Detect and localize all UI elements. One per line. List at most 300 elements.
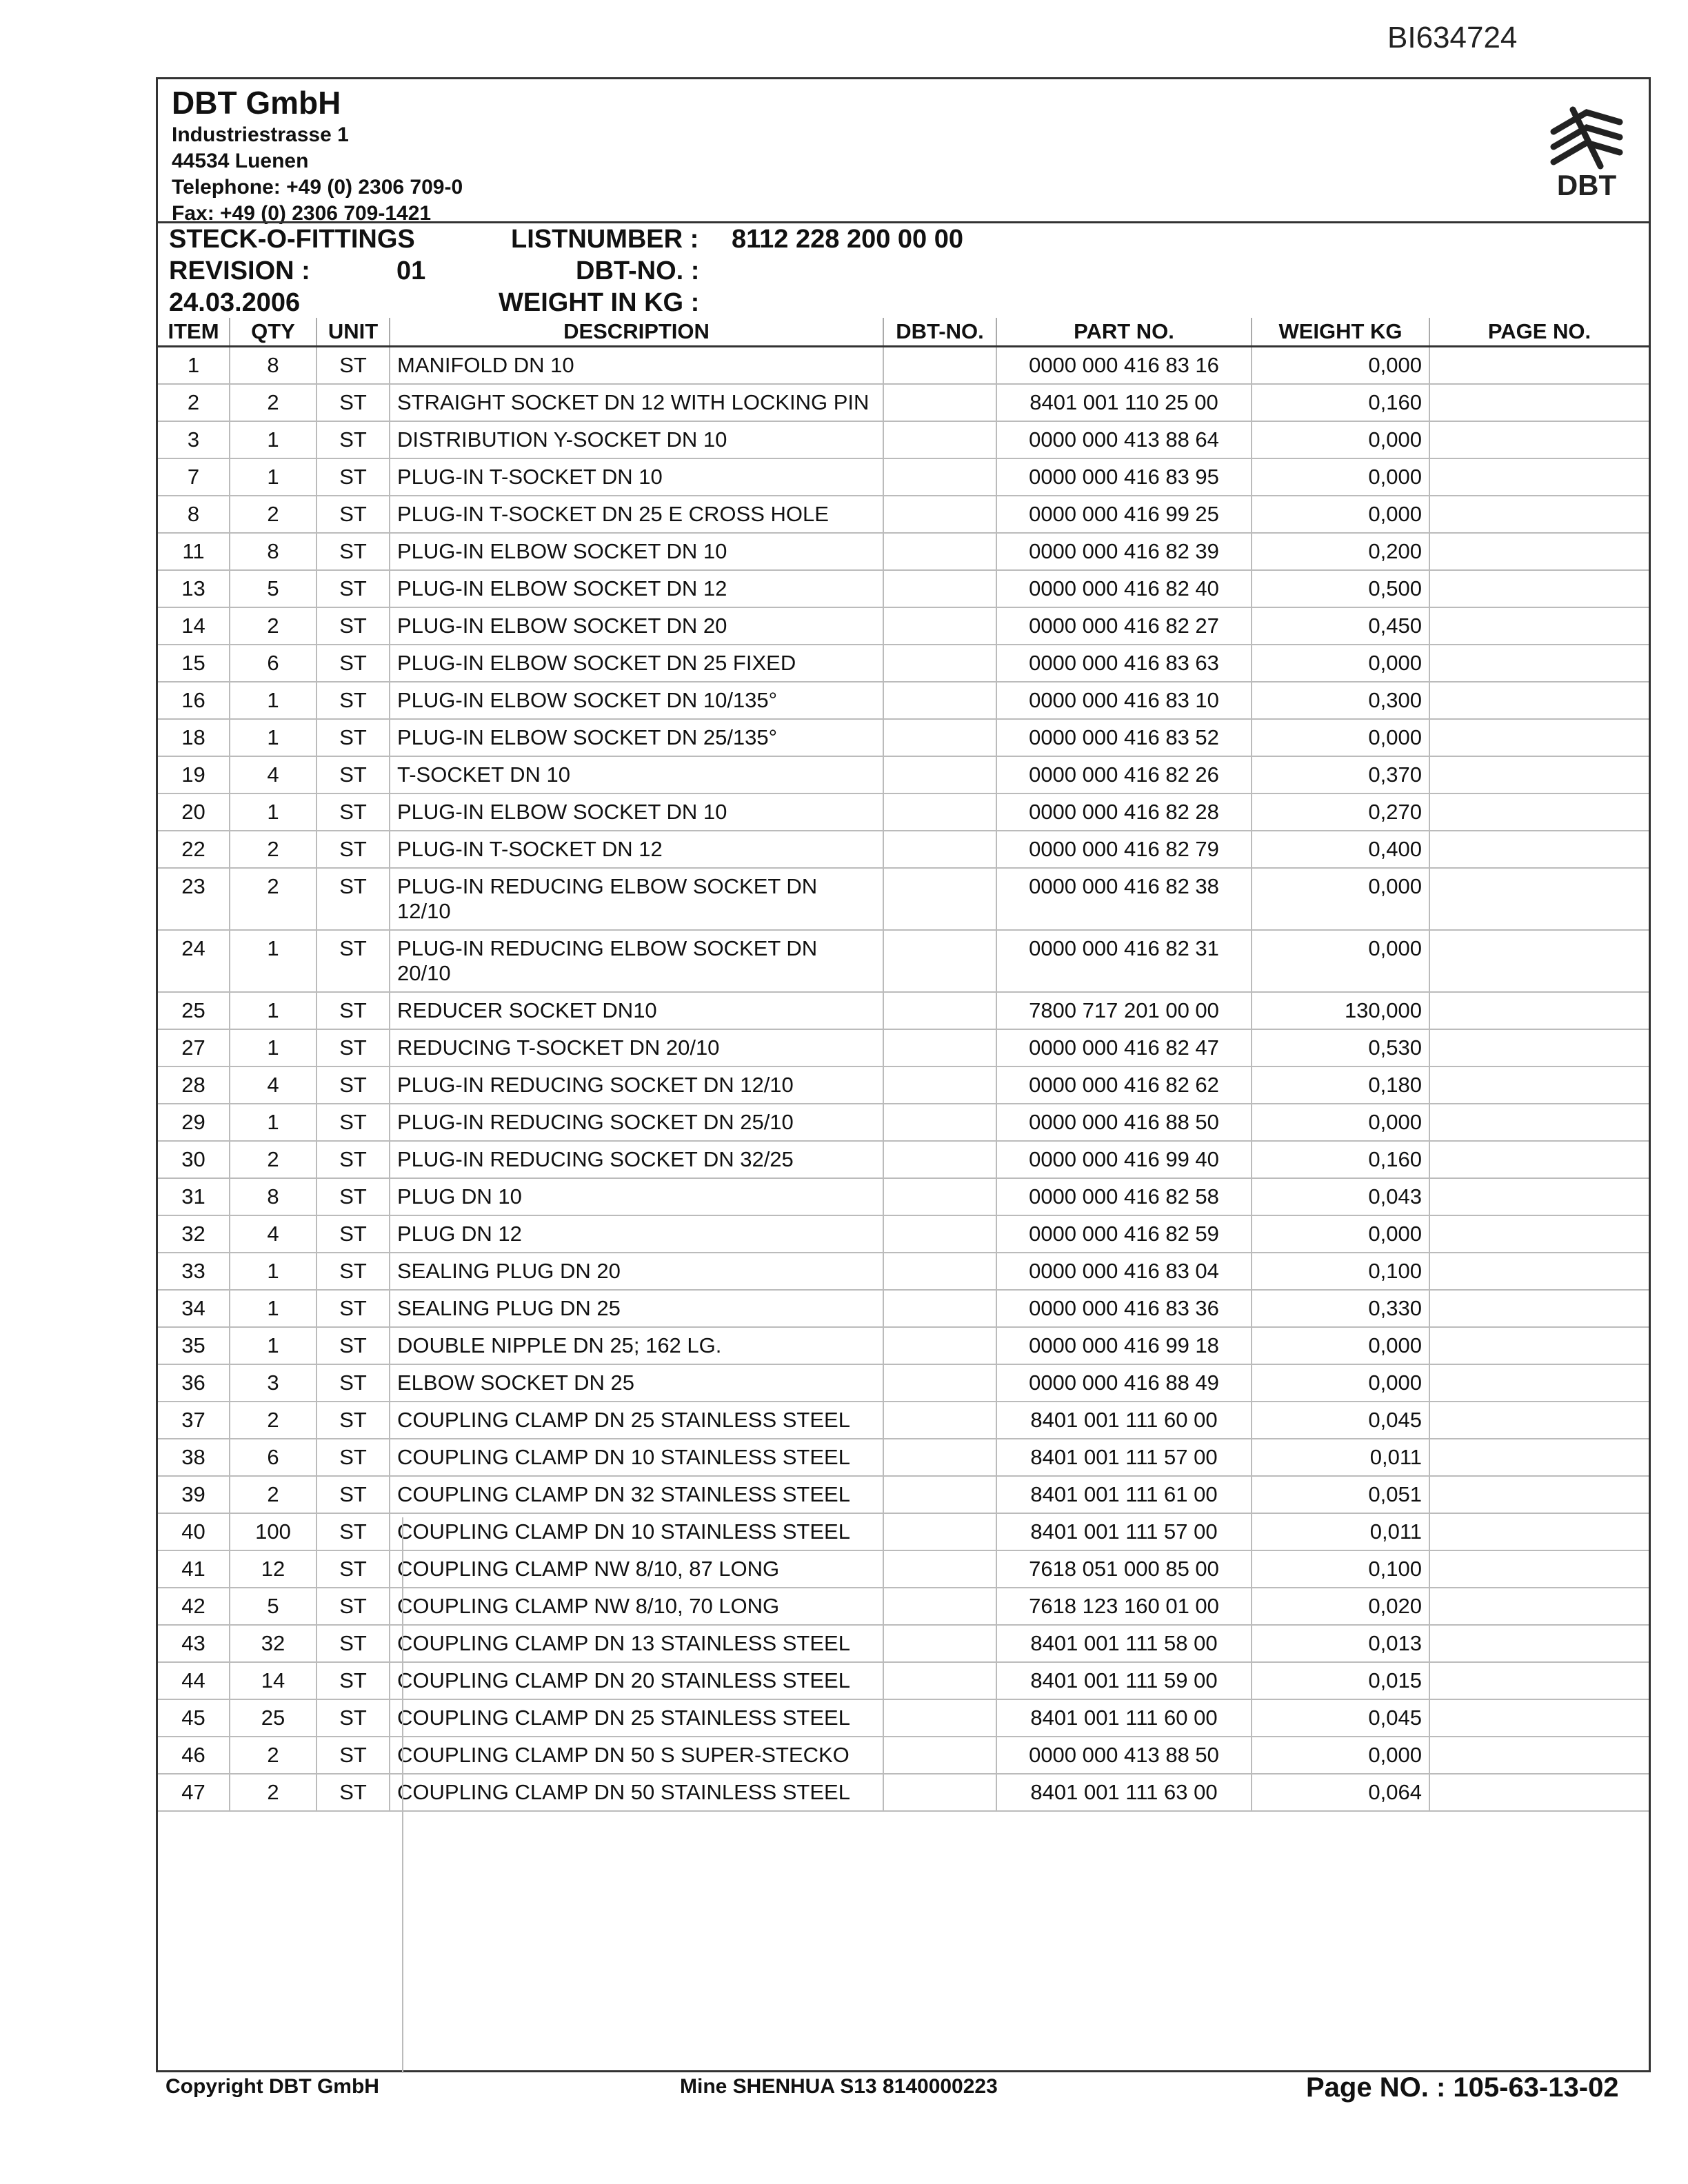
cell-dbt-no: [883, 1364, 996, 1402]
cell-description: PLUG-IN ELBOW SOCKET DN 10/135°: [390, 682, 883, 719]
cell-part-no: 0000 000 416 99 18: [996, 1327, 1252, 1364]
cell-part-no: 8401 001 111 59 00: [996, 1662, 1252, 1699]
cell-unit: ST: [316, 607, 390, 645]
cell-page-no: [1429, 1215, 1649, 1253]
document-frame: [156, 77, 1651, 2072]
cell-part-no: 0000 000 416 82 59: [996, 1215, 1252, 1253]
cell-item: 15: [158, 645, 230, 682]
cell-dbt-no: [883, 756, 996, 793]
cell-description: DISTRIBUTION Y-SOCKET DN 10: [390, 421, 883, 458]
cell-unit: ST: [316, 645, 390, 682]
cell-unit: ST: [316, 458, 390, 496]
cell-part-no: 0000 000 416 82 47: [996, 1029, 1252, 1066]
cell-page-no: [1429, 793, 1649, 831]
cell-item: 33: [158, 1253, 230, 1290]
cell-part-no: 0000 000 416 82 26: [996, 756, 1252, 793]
cell-weight: 0,450: [1252, 607, 1429, 645]
cell-dbt-no: [883, 1253, 996, 1290]
table-row: [158, 1513, 1649, 1550]
cell-page-no: [1429, 682, 1649, 719]
cell-page-no: [1429, 1178, 1649, 1215]
cell-item: 27: [158, 1029, 230, 1066]
revision-value: 01: [396, 256, 426, 285]
cell-unit: ST: [316, 1215, 390, 1253]
cell-item: 46: [158, 1737, 230, 1774]
cell-unit: ST: [316, 1737, 390, 1774]
cell-item: 18: [158, 719, 230, 756]
cell-item: 43: [158, 1625, 230, 1662]
cell-description: PLUG-IN ELBOW SOCKET DN 20: [390, 607, 883, 645]
cell-dbt-no: [883, 1402, 996, 1439]
cell-part-no: 0000 000 416 83 36: [996, 1290, 1252, 1327]
cell-weight: 0,000: [1252, 421, 1429, 458]
table-row: [158, 1364, 1649, 1402]
cell-qty: 1: [230, 1029, 316, 1066]
cell-weight: 0,300: [1252, 682, 1429, 719]
table-row: [158, 1737, 1649, 1774]
table-row: [158, 1327, 1649, 1364]
cell-dbt-no: [883, 1625, 996, 1662]
cell-description: COUPLING CLAMP DN 13 STAINLESS STEEL: [390, 1625, 883, 1662]
cell-unit: ST: [316, 1029, 390, 1066]
cell-unit: ST: [316, 992, 390, 1029]
cell-part-no: 0000 000 416 99 40: [996, 1141, 1252, 1178]
cell-unit: ST: [316, 793, 390, 831]
cell-weight: 0,000: [1252, 1327, 1429, 1364]
cell-page-no: [1429, 1402, 1649, 1439]
cell-dbt-no: [883, 1737, 996, 1774]
cell-weight: 0,160: [1252, 1141, 1429, 1178]
cell-description: PLUG-IN ELBOW SOCKET DN 10: [390, 793, 883, 831]
table-row: [158, 1253, 1649, 1290]
cell-item: 14: [158, 607, 230, 645]
cell-weight: 0,100: [1252, 1253, 1429, 1290]
cell-part-no: 0000 000 416 82 58: [996, 1178, 1252, 1215]
cell-dbt-no: [883, 1178, 996, 1215]
cell-page-no: [1429, 1253, 1649, 1290]
cell-item: 29: [158, 1104, 230, 1141]
cell-part-no: 8401 001 111 58 00: [996, 1625, 1252, 1662]
cell-weight: 0,000: [1252, 719, 1429, 756]
cell-page-no: [1429, 1588, 1649, 1625]
cell-dbt-no: [883, 570, 996, 607]
cell-weight: 0,400: [1252, 831, 1429, 868]
table-row: [158, 682, 1649, 719]
cell-description: PLUG-IN ELBOW SOCKET DN 10: [390, 533, 883, 570]
cell-item: 28: [158, 1066, 230, 1104]
cell-weight: 0,000: [1252, 1364, 1429, 1402]
cell-part-no: 0000 000 416 82 62: [996, 1066, 1252, 1104]
cell-description: PLUG-IN T-SOCKET DN 25 E CROSS HOLE: [390, 496, 883, 533]
cell-part-no: 0000 000 416 88 50: [996, 1104, 1252, 1141]
cell-weight: 0,330: [1252, 1290, 1429, 1327]
cell-item: 8: [158, 496, 230, 533]
cell-description: REDUCER SOCKET DN10: [390, 992, 883, 1029]
cell-part-no: 8401 001 111 60 00: [996, 1699, 1252, 1737]
cell-part-no: 0000 000 416 82 39: [996, 533, 1252, 570]
table-row: [158, 496, 1649, 533]
cell-qty: 8: [230, 1178, 316, 1215]
cell-dbt-no: [883, 793, 996, 831]
cell-unit: ST: [316, 1402, 390, 1439]
cell-unit: ST: [316, 930, 390, 992]
cell-page-no: [1429, 347, 1649, 385]
cell-page-no: [1429, 1104, 1649, 1141]
cell-weight: 0,064: [1252, 1774, 1429, 1811]
logo-text: DBT: [1556, 169, 1617, 201]
cell-part-no: 0000 000 413 88 64: [996, 421, 1252, 458]
cell-item: 23: [158, 868, 230, 930]
cell-description: PLUG-IN REDUCING SOCKET DN 32/25: [390, 1141, 883, 1178]
cell-unit: ST: [316, 1104, 390, 1141]
table-row: [158, 756, 1649, 793]
cell-page-no: [1429, 1625, 1649, 1662]
column-header-description: DESCRIPTION: [390, 318, 883, 347]
cell-item: 39: [158, 1476, 230, 1513]
cell-page-no: [1429, 1327, 1649, 1364]
dbt-no-label: DBT-NO. :: [576, 256, 700, 285]
cell-dbt-no: [883, 1215, 996, 1253]
cell-unit: ST: [316, 682, 390, 719]
cell-qty: 8: [230, 533, 316, 570]
table-row: [158, 1439, 1649, 1476]
cell-weight: 0,160: [1252, 384, 1429, 421]
cell-part-no: 0000 000 416 83 16: [996, 347, 1252, 385]
company-street: Industriestrasse 1: [172, 123, 349, 146]
cell-unit: ST: [316, 756, 390, 793]
cell-qty: 12: [230, 1550, 316, 1588]
cell-description: DOUBLE NIPPLE DN 25; 162 LG.: [390, 1327, 883, 1364]
cell-description: T-SOCKET DN 10: [390, 756, 883, 793]
table-row: [158, 1774, 1649, 1811]
cell-item: 11: [158, 533, 230, 570]
revision-label: REVISION :: [169, 256, 310, 285]
cell-item: 31: [158, 1178, 230, 1215]
cell-page-no: [1429, 756, 1649, 793]
cell-page-no: [1429, 930, 1649, 992]
cell-qty: 6: [230, 1439, 316, 1476]
cell-qty: 1: [230, 930, 316, 992]
table-row: [158, 607, 1649, 645]
cell-page-no: [1429, 1290, 1649, 1327]
cell-qty: 2: [230, 1141, 316, 1178]
cell-part-no: 8401 001 111 61 00: [996, 1476, 1252, 1513]
cell-description: PLUG-IN REDUCING SOCKET DN 25/10: [390, 1104, 883, 1141]
cell-qty: 1: [230, 992, 316, 1029]
cell-part-no: 0000 000 416 82 38: [996, 868, 1252, 930]
cell-description: COUPLING CLAMP DN 25 STAINLESS STEEL: [390, 1402, 883, 1439]
table-row: [158, 793, 1649, 831]
cell-item: 2: [158, 384, 230, 421]
cell-page-no: [1429, 607, 1649, 645]
cell-qty: 2: [230, 1476, 316, 1513]
company-telephone: Telephone: +49 (0) 2306 709-0: [172, 176, 463, 199]
cell-dbt-no: [883, 682, 996, 719]
cell-dbt-no: [883, 607, 996, 645]
cell-weight: 0,000: [1252, 868, 1429, 930]
table-row: [158, 347, 1649, 385]
cell-part-no: 0000 000 416 99 25: [996, 496, 1252, 533]
table-row: [158, 1141, 1649, 1178]
cell-description: COUPLING CLAMP DN 10 STAINLESS STEEL: [390, 1439, 883, 1476]
table-row: [158, 1662, 1649, 1699]
column-header-item: ITEM: [158, 318, 230, 347]
cell-item: 22: [158, 831, 230, 868]
cell-unit: ST: [316, 719, 390, 756]
cell-part-no: 0000 000 416 83 63: [996, 645, 1252, 682]
cell-qty: 2: [230, 831, 316, 868]
cell-part-no: 0000 000 416 88 49: [996, 1364, 1252, 1402]
cell-weight: 0,000: [1252, 458, 1429, 496]
listnumber-label: LISTNUMBER :: [511, 225, 699, 254]
document-id: BI634724: [1387, 21, 1518, 54]
cell-dbt-no: [883, 1550, 996, 1588]
cell-page-no: [1429, 421, 1649, 458]
cell-dbt-no: [883, 421, 996, 458]
cell-qty: 32: [230, 1625, 316, 1662]
cell-item: 13: [158, 570, 230, 607]
table-row: [158, 1476, 1649, 1513]
table-row: [158, 1104, 1649, 1141]
cell-item: 30: [158, 1141, 230, 1178]
cell-dbt-no: [883, 1104, 996, 1141]
cell-qty: 1: [230, 421, 316, 458]
cell-qty: 2: [230, 868, 316, 930]
table-row: [158, 1029, 1649, 1066]
cell-page-no: [1429, 384, 1649, 421]
cell-part-no: 8401 001 111 57 00: [996, 1439, 1252, 1476]
cell-dbt-no: [883, 347, 996, 385]
cell-unit: ST: [316, 533, 390, 570]
table-row: [158, 458, 1649, 496]
cell-dbt-no: [883, 1699, 996, 1737]
table-row: [158, 831, 1649, 868]
cell-dbt-no: [883, 868, 996, 930]
cell-description: MANIFOLD DN 10: [390, 347, 883, 385]
cell-dbt-no: [883, 1290, 996, 1327]
cell-dbt-no: [883, 719, 996, 756]
cell-unit: ST: [316, 1699, 390, 1737]
cell-part-no: 7800 717 201 00 00: [996, 992, 1252, 1029]
cell-qty: 1: [230, 1327, 316, 1364]
cell-item: 35: [158, 1327, 230, 1364]
cell-qty: 1: [230, 458, 316, 496]
cell-page-no: [1429, 458, 1649, 496]
cell-unit: ST: [316, 496, 390, 533]
cell-dbt-no: [883, 1513, 996, 1550]
column-header-unit: UNIT: [316, 318, 390, 347]
cell-dbt-no: [883, 1327, 996, 1364]
table-row: [158, 645, 1649, 682]
cell-qty: 14: [230, 1662, 316, 1699]
cell-description: PLUG-IN REDUCING ELBOW SOCKET DN 12/10: [390, 868, 883, 930]
cell-weight: 0,370: [1252, 756, 1429, 793]
cell-weight: 0,000: [1252, 930, 1429, 992]
cell-description: PLUG DN 10: [390, 1178, 883, 1215]
cell-weight: 0,000: [1252, 347, 1429, 385]
cell-dbt-no: [883, 496, 996, 533]
cell-page-no: [1429, 868, 1649, 930]
footer-page-number: Page NO. : 105-63-13-02: [1306, 2072, 1619, 2103]
cell-weight: 0,530: [1252, 1029, 1429, 1066]
cell-weight: 130,000: [1252, 992, 1429, 1029]
cell-item: 16: [158, 682, 230, 719]
cell-page-no: [1429, 1029, 1649, 1066]
cell-description: PLUG-IN T-SOCKET DN 10: [390, 458, 883, 496]
cell-part-no: 0000 000 416 82 31: [996, 930, 1252, 992]
cell-unit: ST: [316, 384, 390, 421]
table-row: [158, 930, 1649, 992]
listnumber-value: 8112 228 200 00 00: [732, 225, 964, 254]
cell-part-no: 0000 000 416 82 40: [996, 570, 1252, 607]
cell-item: 44: [158, 1662, 230, 1699]
table-row: [158, 1290, 1649, 1327]
cell-dbt-no: [883, 1066, 996, 1104]
table-row: [158, 384, 1649, 421]
cell-unit: ST: [316, 1774, 390, 1811]
cell-item: 38: [158, 1439, 230, 1476]
cell-description: PLUG-IN REDUCING SOCKET DN 12/10: [390, 1066, 883, 1104]
cell-unit: ST: [316, 421, 390, 458]
cell-part-no: 0000 000 416 82 79: [996, 831, 1252, 868]
cell-qty: 1: [230, 1104, 316, 1141]
cell-part-no: 0000 000 416 82 28: [996, 793, 1252, 831]
cell-unit: ST: [316, 1066, 390, 1104]
cell-qty: 1: [230, 1290, 316, 1327]
table-row: [158, 1402, 1649, 1439]
cell-part-no: 0000 000 416 82 27: [996, 607, 1252, 645]
cell-qty: 25: [230, 1699, 316, 1737]
cell-part-no: 7618 051 000 85 00: [996, 1550, 1252, 1588]
parts-table: [158, 318, 1649, 1812]
cell-page-no: [1429, 645, 1649, 682]
table-row: [158, 1699, 1649, 1737]
cell-page-no: [1429, 1662, 1649, 1699]
company-name: DBT GmbH: [172, 85, 341, 121]
cell-unit: ST: [316, 1588, 390, 1625]
column-header-part-no: PART NO.: [996, 318, 1252, 347]
cell-description: PLUG-IN ELBOW SOCKET DN 12: [390, 570, 883, 607]
cell-weight: 0,270: [1252, 793, 1429, 831]
company-fax: Fax: +49 (0) 2306 709-1421: [172, 202, 432, 225]
cell-weight: 0,011: [1252, 1439, 1429, 1476]
cell-unit: ST: [316, 1290, 390, 1327]
cell-page-no: [1429, 1439, 1649, 1476]
cell-qty: 1: [230, 1253, 316, 1290]
cell-description: PLUG-IN ELBOW SOCKET DN 25 FIXED: [390, 645, 883, 682]
cell-description: COUPLING CLAMP DN 25 STAINLESS STEEL: [390, 1699, 883, 1737]
dbt-logo: [1545, 97, 1628, 201]
company-city: 44534 Luenen: [172, 150, 309, 172]
cell-item: 25: [158, 992, 230, 1029]
cell-qty: 1: [230, 719, 316, 756]
table-row: [158, 1625, 1649, 1662]
cell-unit: ST: [316, 1253, 390, 1290]
cell-weight: 0,200: [1252, 533, 1429, 570]
cell-part-no: 0000 000 416 83 95: [996, 458, 1252, 496]
cell-qty: 5: [230, 1588, 316, 1625]
cell-qty: 4: [230, 1215, 316, 1253]
cell-part-no: 0000 000 416 83 10: [996, 682, 1252, 719]
cell-part-no: 0000 000 413 88 50: [996, 1737, 1252, 1774]
cell-weight: 0,013: [1252, 1625, 1429, 1662]
cell-page-no: [1429, 496, 1649, 533]
footer-mine: Mine SHENHUA S13 8140000223: [680, 2075, 998, 2098]
cell-page-no: [1429, 992, 1649, 1029]
cell-page-no: [1429, 1737, 1649, 1774]
cell-qty: 2: [230, 384, 316, 421]
table-row: [158, 1588, 1649, 1625]
cell-description: COUPLING CLAMP DN 50 STAINLESS STEEL: [390, 1774, 883, 1811]
cell-weight: 0,000: [1252, 496, 1429, 533]
header-divider: [158, 221, 1649, 223]
cell-dbt-no: [883, 930, 996, 992]
cell-description: PLUG DN 12: [390, 1215, 883, 1253]
logo-mark-icon: [1554, 110, 1620, 166]
table-header-row: [158, 318, 1649, 347]
cell-description: COUPLING CLAMP DN 20 STAINLESS STEEL: [390, 1662, 883, 1699]
cell-weight: 0,180: [1252, 1066, 1429, 1104]
cell-unit: ST: [316, 1364, 390, 1402]
cell-description: STRAIGHT SOCKET DN 12 WITH LOCKING PIN: [390, 384, 883, 421]
cell-page-no: [1429, 1699, 1649, 1737]
cell-page-no: [1429, 1364, 1649, 1402]
cell-item: 47: [158, 1774, 230, 1811]
cell-unit: ST: [316, 1178, 390, 1215]
cell-unit: ST: [316, 868, 390, 930]
cell-page-no: [1429, 533, 1649, 570]
cell-description: COUPLING CLAMP DN 32 STAINLESS STEEL: [390, 1476, 883, 1513]
table-row: [158, 421, 1649, 458]
cell-item: 45: [158, 1699, 230, 1737]
cell-unit: ST: [316, 1625, 390, 1662]
column-header-page-no: PAGE NO.: [1429, 318, 1649, 347]
cell-weight: 0,045: [1252, 1402, 1429, 1439]
cell-item: 19: [158, 756, 230, 793]
cell-description: PLUG-IN ELBOW SOCKET DN 25/135°: [390, 719, 883, 756]
cell-dbt-no: [883, 384, 996, 421]
cell-item: 37: [158, 1402, 230, 1439]
cell-dbt-no: [883, 992, 996, 1029]
cell-weight: 0,011: [1252, 1513, 1429, 1550]
cell-page-no: [1429, 719, 1649, 756]
cell-dbt-no: [883, 645, 996, 682]
cell-unit: ST: [316, 1550, 390, 1588]
cell-unit: ST: [316, 570, 390, 607]
cell-part-no: 7618 123 160 01 00: [996, 1588, 1252, 1625]
cell-unit: ST: [316, 1439, 390, 1476]
cell-description: REDUCING T-SOCKET DN 20/10: [390, 1029, 883, 1066]
cell-dbt-no: [883, 831, 996, 868]
cell-page-no: [1429, 1476, 1649, 1513]
cell-page-no: [1429, 1774, 1649, 1811]
weight-label: WEIGHT IN KG :: [499, 288, 700, 317]
cell-page-no: [1429, 831, 1649, 868]
cell-weight: 0,000: [1252, 645, 1429, 682]
cell-item: 32: [158, 1215, 230, 1253]
cell-dbt-no: [883, 1662, 996, 1699]
cell-weight: 0,000: [1252, 1215, 1429, 1253]
cell-weight: 0,100: [1252, 1550, 1429, 1588]
cell-item: 41: [158, 1550, 230, 1588]
table-row: [158, 1178, 1649, 1215]
cell-weight: 0,043: [1252, 1178, 1429, 1215]
cell-item: 7: [158, 458, 230, 496]
cell-part-no: 8401 001 110 25 00: [996, 384, 1252, 421]
cell-qty: 2: [230, 496, 316, 533]
table-row: [158, 868, 1649, 930]
cell-dbt-no: [883, 1141, 996, 1178]
